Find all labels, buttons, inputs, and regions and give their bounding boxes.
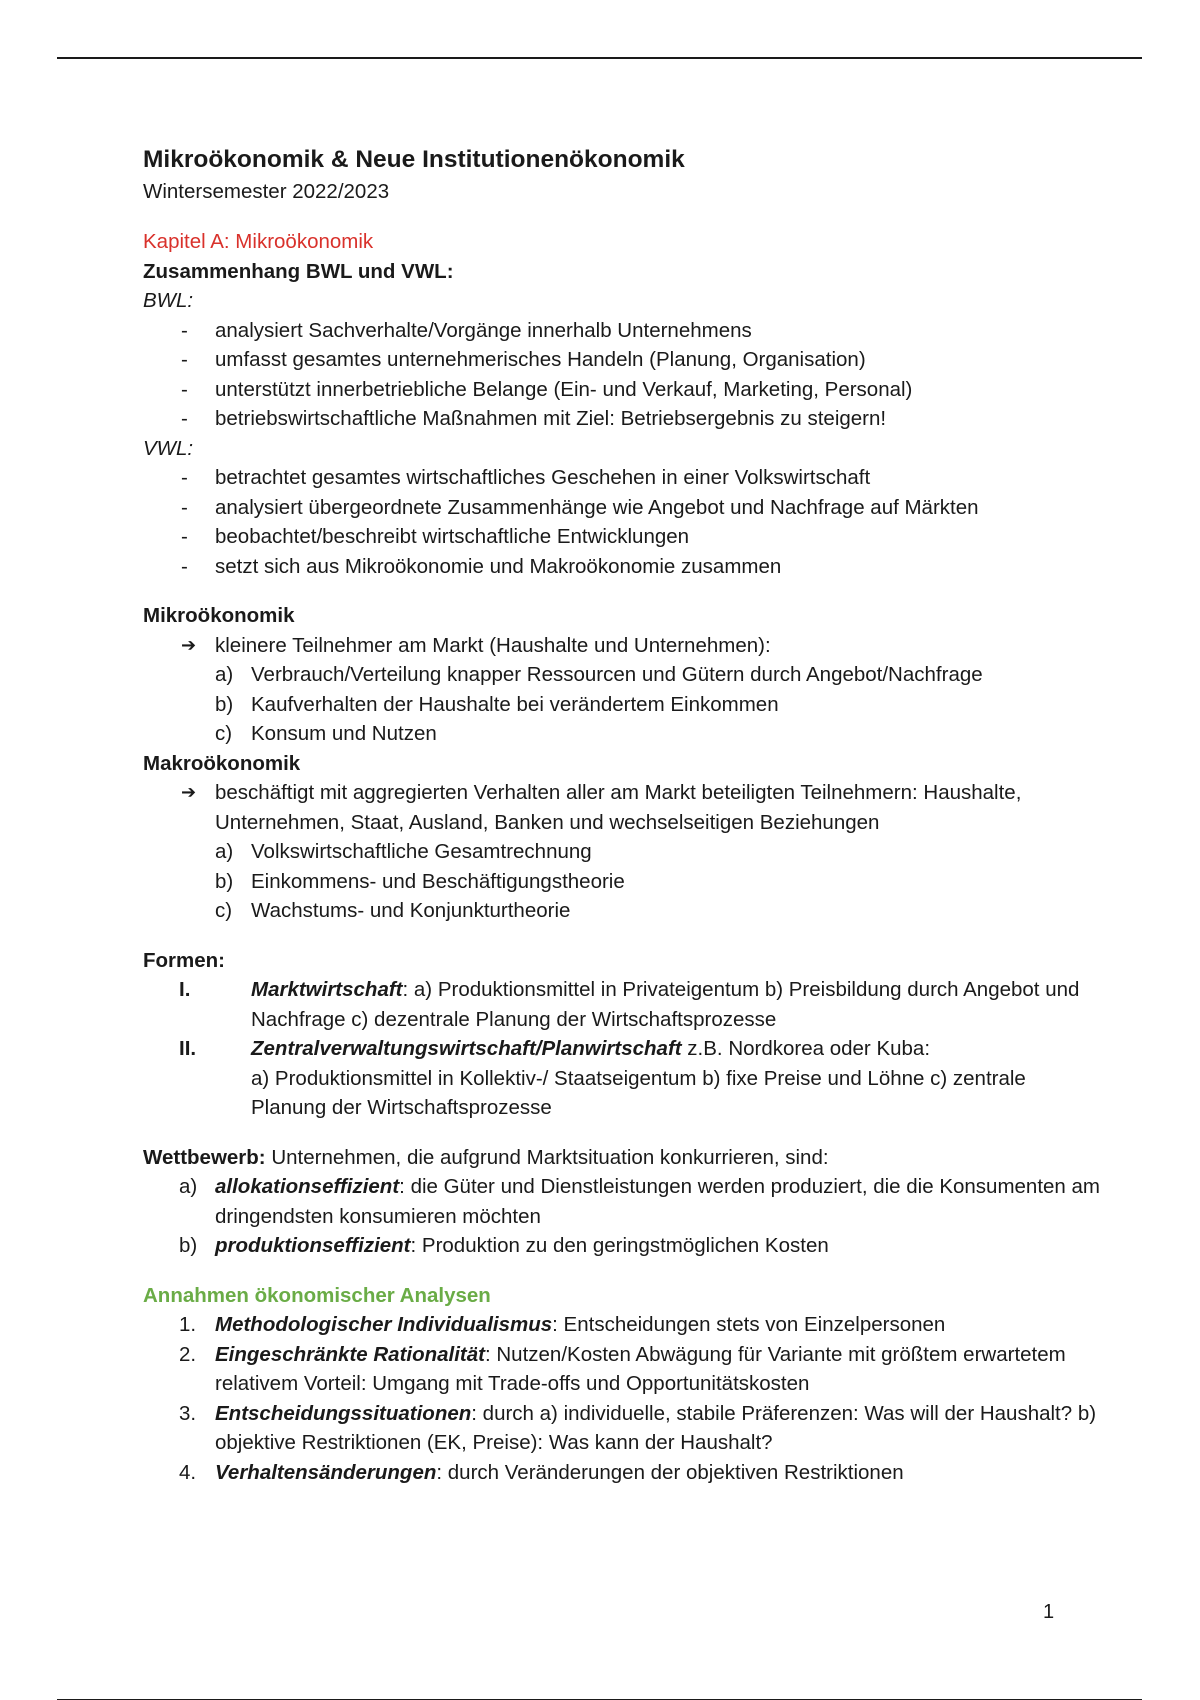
section-heading-annahmen: Annahmen ökonomischer Analysen — [143, 1283, 491, 1307]
term: Zentralverwaltungswirtschaft/Planwirtschaft — [251, 1037, 682, 1060]
list-item: c) Wachstums- und Konjunkturtheorie — [215, 899, 571, 922]
dash-marker: - — [181, 407, 188, 430]
list-item: c) Konsum und Nutzen — [215, 722, 437, 745]
list-item: 2. Eingeschränkte Rationalität: Nutzen/Kosten Abwägung für Variante mit größtem erwartetem relativem Vorteil: Umgang mit Trade-offs und Opportunitätskosten — [179, 1342, 1066, 1395]
list-item: b) produktionseffizient: Produktion zu den geringstmöglichen Kosten — [179, 1234, 829, 1257]
list-item: b) Einkommens- und Beschäftigungstheorie — [215, 869, 625, 893]
list-item: a) Verbrauch/Verteilung knapper Ressourcen und Gütern durch Angebot/Nachfrage — [215, 663, 983, 686]
term: allokationseffizient — [215, 1175, 400, 1198]
section-heading-zusammenhang: Zusammenhang BWL und VWL: — [143, 259, 454, 283]
list-item: - betrachtet gesamtes wirtschaftliches Geschehen in einer Volkswirtschaft — [143, 463, 1103, 493]
chapter-heading: Kapitel A: Mikroökonomik — [143, 230, 374, 253]
term: Verhaltensänderungen — [215, 1460, 437, 1484]
dash-marker: - — [181, 554, 188, 578]
list-item: 4. Verhaltensänderungen: durch Veränderungen der objektiven Restriktionen — [179, 1460, 904, 1484]
page-number: 1 — [1043, 1601, 1055, 1623]
term: Marktwirtschaft — [251, 978, 403, 1001]
list-item: - betriebswirtschaftliche Maßnahmen mit Ziel: Betriebsergebnis zu steigern! — [143, 404, 1103, 434]
list-item: - unterstützt innerbetriebliche Belange (Ein- und Verkauf, Marketing, Personal) — [143, 375, 1103, 405]
term: produktionseffizient — [215, 1234, 411, 1257]
list-item: - setzt sich aus Mikroökonomie und Makroökonomie zusammen — [143, 552, 1103, 582]
dash-marker: - — [181, 318, 188, 342]
list-item: - analysiert Sachverhalte/Vorgänge innerhalb Unternehmens — [143, 316, 1103, 346]
list-item: - beobachtet/beschreibt wirtschaftliche Entwicklungen — [143, 522, 1103, 552]
dash-marker: - — [181, 348, 188, 371]
list-item: 1. Methodologischer Individualismus: Entscheidungen stets von Einzelpersonen — [179, 1313, 946, 1336]
dash-marker: - — [181, 466, 188, 489]
list-item: a) Volkswirtschaftliche Gesamtrechnung — [215, 840, 592, 863]
section-heading-mikro: Mikroökonomik — [143, 604, 295, 627]
dash-marker: - — [181, 377, 188, 401]
bwl-label: BWL: — [143, 289, 194, 312]
dash-marker: - — [181, 525, 188, 548]
term: Entscheidungssituationen — [215, 1401, 472, 1425]
list-item: - analysiert übergeordnete Zusammenhänge wie Angebot und Nachfrage auf Märkten — [143, 493, 1103, 523]
wettbewerb-paragraph: Wettbewerb: Unternehmen, die aufgrund Marktsituation konkurrieren, sind: — [143, 1145, 829, 1169]
arrow-right-icon: ➔ — [181, 782, 197, 802]
term: Wettbewerb: — [143, 1145, 266, 1169]
section-heading-formen: Formen: — [143, 948, 225, 972]
list-item: b) Kaufverhalten der Haushalte bei verändertem Einkommen — [215, 692, 779, 716]
term: Methodologischer Individualismus — [215, 1313, 553, 1336]
list-item: 3. Entscheidungssituationen: durch a) individuelle, stabile Präferenzen: Was will der Haushalt? b) objektive Restriktionen (EK, Preise): Was kann der Haushalt? — [179, 1401, 1097, 1454]
vwl-label: VWL: — [143, 436, 194, 460]
arrow-right-icon: ➔ — [181, 634, 197, 655]
term: Eingeschränkte Rationalität — [215, 1342, 485, 1366]
arrow-item: ➔ kleinere Teilnehmer am Markt (Haushalte und Unternehmen): — [143, 631, 1103, 661]
document-subtitle: Wintersemester 2022/2023 — [143, 180, 390, 203]
document-title: Mikroökonomik & Neue Institutionenökonomik — [143, 146, 685, 173]
list-item: a) allokationseffizient: die Güter und Dienstleistungen werden produziert, die die Konsumenten am dringendsten konsumieren möchten — [179, 1175, 1101, 1228]
arrow-item: ➔ beschäftigt mit aggregierten Verhalten aller am Markt beteiligten Teilnehmern: Haushalte, Unternehmen, Staat, Ausland, Banken und wechselseitigen Beziehungen — [143, 778, 1103, 837]
list-item: II. Zentralverwaltungswirtschaft/Planwirtschaft z.B. Nordkorea oder Kuba: a) Produktionsmittel in Kollektiv-/ Staatseigentum b) fixe Preise und Löhne c) zentrale Planung der Wirtschaftsprozesse — [179, 1037, 1026, 1119]
document-body — [143, 143, 1103, 1487]
list-item: I. Marktwirtschaft: a) Produktionsmittel in Privateigentum b) Preisbildung durch Angebot und Nachfrage c) dezentrale Planung der Wirtschaftsprozesse — [179, 978, 1080, 1031]
header-rule — [57, 57, 1142, 59]
dash-marker: - — [181, 495, 188, 519]
section-heading-makro: Makroökonomik — [143, 751, 301, 775]
list-item: - umfasst gesamtes unternehmerisches Handeln (Planung, Organisation) — [143, 345, 1103, 375]
